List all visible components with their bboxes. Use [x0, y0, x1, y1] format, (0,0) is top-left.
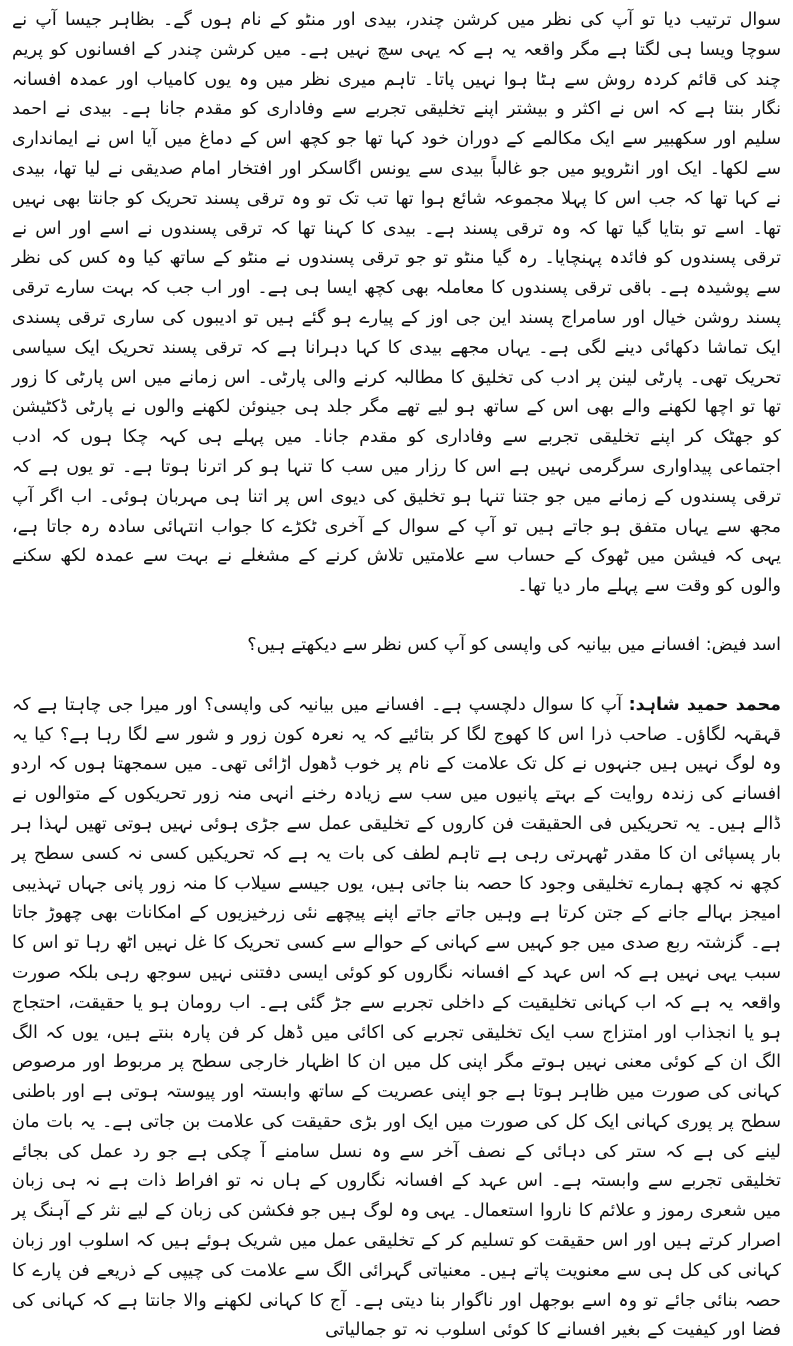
interview-question: اسد فیض: افسانے میں بیانیہ کی واپسی کو آپ کس نظر سے دیکھتے ہیں؟ — [247, 634, 781, 655]
answer-text: آپ کا سوال دلچسپ ہے۔ افسانے میں بیانیہ کی واپسی؟ اور میرا جی چاہتا ہے کہ قہقہہ لگاؤں۔ صاحب ذرا اس کا کھوج لگا کر بتائیے کہ یہ نعرہ کون زور و شور سے لگا رہا ہے؟ کیا یہ وہ لوگ نہیں ہیں جنہوں نے کل تک علامت کے نام پر خوب ڈھول اڑائی تھی۔ میں سمجھتا ہوں کہ اردو افسانے کی زندہ روایت کے بہتے پانیوں میں سب سے زیادہ رخنے انہی منہ زور تحریکوں کے متوالوں نے ڈالے ہیں۔ یہ تحریکیں فی الحقیقت فن کاروں کے تخلیقی عمل سے جڑی ہوئی نہیں ہوتی تھیں لہذا ہر بار پسپائی ان کا مقدر ٹھہرتی رہی ہے تاہم لطف کی بات یہ ہے کہ تحریکیں کسی نہ کسی سطح پر کچھ نہ کچھ ہمارے تخلیقی وجود کا حصہ بنا جاتی ہیں، یوں جیسے سیلاب کا منہ زور پانی جہاں تہذیبی امیجز بہالے جانے کے جتن کرتا ہے وہیں جاتے جاتے اپنے پیچھے نئی زرخیزیوں کے امکانات بھی چھوڑ جاتا ہے۔ گزشتہ ربع صدی میں جو کہیں سے کہانی کے حوالے سے کسی تحریک کا غل نہیں اٹھ رہا تو اس کا سبب یہی نہیں ہے کہ اس عہد کے افسانہ نگاروں کو کوئی ایسی دفتنی نہیں سوجھ رہی بلکہ صورت واقعہ یہ ہے کہ اب کہانی تخلیقیت کے داخلی تجربے سے جڑ گئی ہے۔ اب رومان ہو یا حقیقت، احتجاج ہو یا انجذاب اور امتزاج سب ایک تخلیقی تجربے کی اکائی میں ڈھل کر فن پارہ بنتے ہیں، یوں کہ الگ الگ ان کے کوئی معنی نہیں ہوتے مگر اپنی کل میں ان کا اظہار خارجی سطح پر مربوط اور مرصوص کہانی کی صورت میں ظاہر ہوتا ہے جو اپنی عصریت کے ساتھ وابستہ اور پیوستہ ہوتی ہے اور باطنی سطح پر پوری کہانی ایک کل کی صورت میں ایک اور بڑی حقیقت کی علامت بن جاتی ہے۔ یہ بات مان لینے کی ہے کہ ستر کی دہائی کے نصف آخر سے وہ نسل سامنے آ چکی ہے جو رد عمل کی بجائے تخلیقی تجربے سے وابستہ ہے۔ اس عہد کے افسانہ نگاروں کے ہاں نہ تو افراط ذات ہے نہ ہی زبان میں شعری رموز و علائم کا ناروا استعمال۔ یہی وہ لوگ ہیں جو فکشن کی زبان کے لیے نثر کے آہنگ پر اصرار کرتے ہیں اور اس حقیقت کو تسلیم کر کے تخلیقی عمل میں شریک ہوئے ہیں کہ اسلوب اور زبان کہانی کی کل ہی سے معنویت پاتے ہیں۔ معنیاتی گہرائی الگ سے علامت کی چیپی کے ذریعے فن پارے کا حصہ بنائی جائے تو وہ اسے بوجھل اور ناگوار بنا دیتی ہے۔ آج کا کہانی لکھنے والا جانتا ہے کہ کہانی کی فضا اور کیفیت کے بغیر افسانے کا کوئی اسلوب نہ تو جمالیاتی — [12, 694, 781, 1341]
answer-speaker: محمد حمید شاہد: — [628, 694, 781, 715]
answer-paragraph — [12, 691, 781, 1346]
document-page — [12, 6, 781, 1341]
paragraph-answer-continued: سوال ترتیب دیا تو آپ کی نظر میں کرشن چندر، بیدی اور منٹو کے نام ہوں گے۔ بظاہر جیسا آپ نے سوچا ویسا ہی لگتا ہے مگر واقعہ یہ ہے کہ یہی سچ نہیں ہے۔ میں کرشن چندر کے افسانوں کو پریم چند کی قائم کردہ روش سے ہٹا ہوا نہیں پاتا۔ تاہم میری نظر میں وہ یوں کامیاب اور عمدہ افسانہ نگار بنتا ہے کہ اس نے اکثر و بیشتر اپنے تخلیقی تجربے سے وفاداری کو مقدم جانا ہے۔ بیدی نے احمد سلیم اور سکھبیر سے ایک مکالمے کے دوران خود کہا تھا جو کچھ اس کے دماغ میں آیا اس نے ایمانداری سے لکھا۔ ایک اور انٹرویو میں جو غالباً بیدی سے یونس اگاسکر اور افتخار امام صدیقی نے لیا تھا، بیدی نے کہا تھا کہ جب اس کا پہلا مجموعہ شائع ہوا تھا تب تک تو وہ ترقی پسند تحریک کو جانتا بھی نہیں تھا۔ اسے تو بتایا گیا تھا کہ وہ ترقی پسند ہے۔ بیدی کا کہنا تھا کہ ترقی پسندوں نے اسے اور اس نے ترقی پسندوں کو فائدہ پہنچایا۔ رہ گیا منٹو تو جو ترقی پسندوں نے منٹو کے ساتھ کیا وہ کس کی نظر سے پوشیدہ ہے۔ باقی ترقی پسندوں کا معاملہ بھی کچھ ایسا ہی ہے۔ اور اب جب کہ بہت سارے ترقی پسند روشن خیال اور سامراج پسند این جی اوز کے پیارے ہو گئے ہیں تو ادیبوں کی ساری ترقی پسندی ایک تماشا دکھائی دینے لگی ہے۔ یہاں مجھے بیدی کا کہا دہرانا ہے کہ ترقی پسند تحریک ایک سیاسی تحریک تھی۔ پارٹی لینن پر ادب کی تخلیق کا مطالبہ کرنے والی پارٹی۔ اس زمانے میں اس پارٹی کا زور تھا تو اچھا لکھنے والے بھی اس کے ساتھ ہو لیے تھے مگر جلد ہی جینوئن لکھنے والوں نے پارٹی ڈکٹیشن کو جھٹک کر اپنے تخلیقی تجربے سے وفاداری کو مقدم جانا۔ میں پہلے ہی کہہ چکا ہوں کہ ادب اجتماعی پیداواری سرگرمی نہیں ہے اس کا رزار میں سب کا تنہا ہو کر اترنا ہوتا ہے۔ تو یوں ہے کہ ترقی پسندوں کے زمانے میں جو جتنا تنہا ہو تخلیق کی دیوی اس پر اتنا ہی مہربان ہوئی۔ اب اگر آپ مجھ سے یہاں متفق ہو جاتے ہیں تو آپ کے سوال کے آخری ٹکڑے کا جواب انتہائی سادہ رہ جاتا ہے، یہی کہ فیشن میں ٹھوک کے حساب سے علامتیں تلاش کرنے کے مشغلے نے بہت سے عمدہ لکھ سکنے والوں کو وقت سے پہلے مار دیا تھا۔ — [12, 10, 781, 597]
